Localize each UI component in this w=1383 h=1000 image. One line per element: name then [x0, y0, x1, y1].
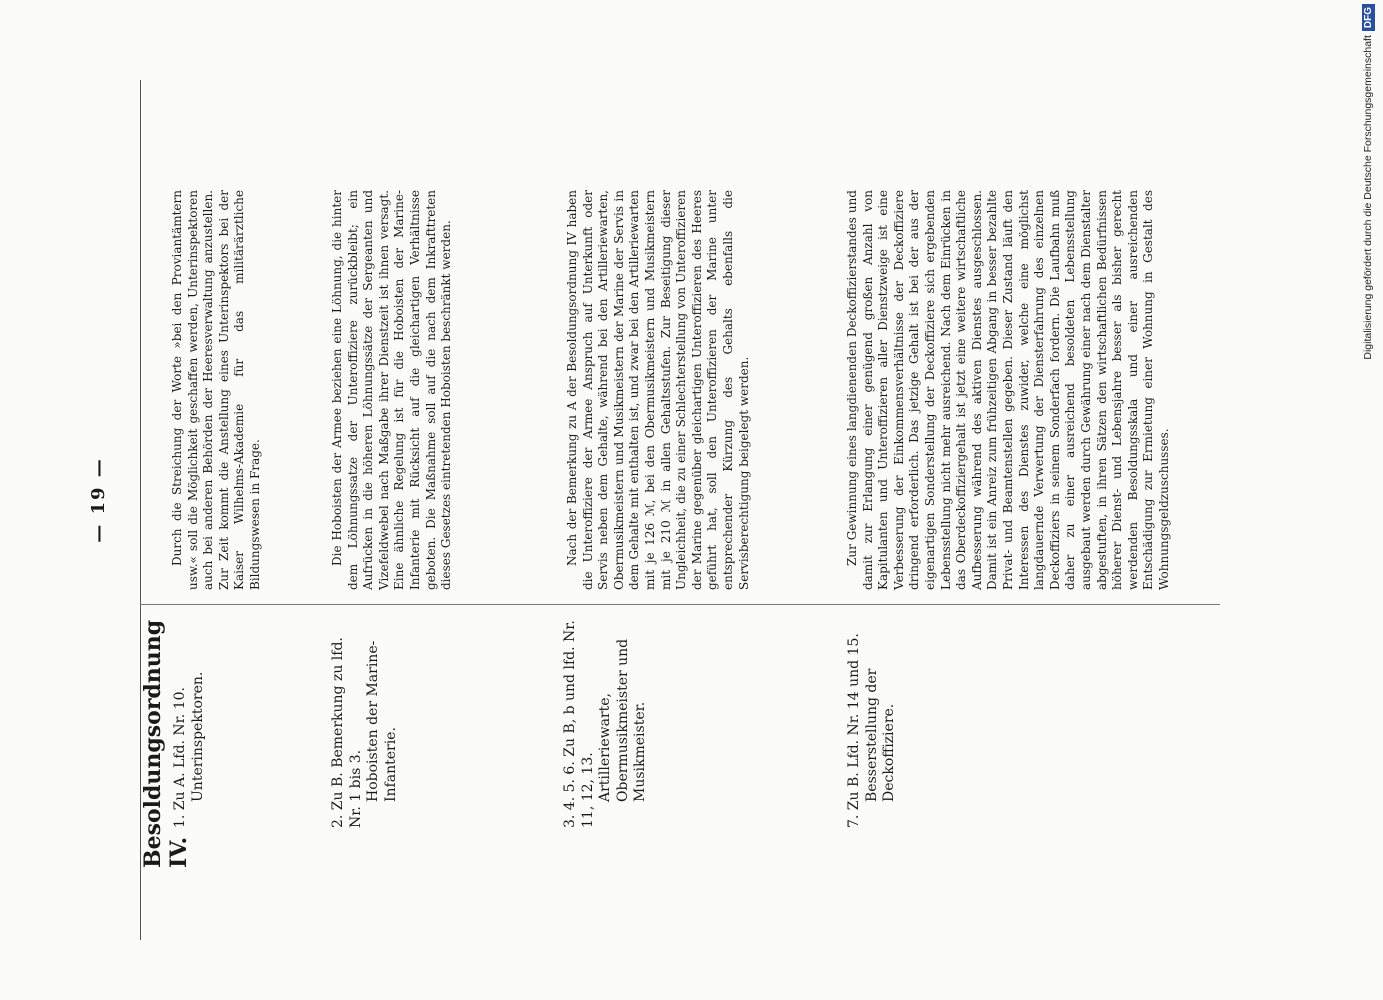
- entry-ref-text: 7. Zu B. Lfd. Nr. 14 und 15.: [846, 633, 862, 828]
- entry-subject: Artilleriewarte, Obermusikmeister und Musikmeister.: [597, 638, 648, 802]
- entry-ref-text: 1. Zu A. Lfd. Nr. 10.: [172, 687, 188, 828]
- entry-ref-4: [846, 613, 899, 828]
- entry-ref-1: [172, 613, 207, 828]
- entry-text-2: Die Hoboisten der Armee beziehen eine Löhnung, die hinter dem Löhnungssatze der Unteroffiziere zurückbleibt; ein Aufrücken in die höheren Löhnungssätze der Sergeanten und Vizefeldwebel nach Maßgabe ihrer Dienstzeit ist ihnen versagt. Eine ähnliche Regelung ist für die Hoboisten der Marine-Infanterie mit Rücksicht auf die gleichartigen Verhältnisse geboten. Die Maßnahme soll auf die nach dem Inkrafttreten dieses Gesetzes eintretenden Hoboisten beschränkt werden.: [330, 190, 454, 590]
- column-divider: [140, 604, 1220, 605]
- digitization-credit: [1357, 4, 1379, 994]
- entry-ref-text: 2. Zu B. Bemerkung zu lfd. Nr. 1 bis 3.: [330, 637, 364, 828]
- entry-ref-2: [330, 613, 400, 828]
- entry-subject: Besserstellung der Deckoffiziere.: [863, 668, 897, 802]
- page-title: Besoldungsordnung IV.: [140, 619, 193, 868]
- entry-ref-text: 3. 4. 5. 6. Zu B, b und lfd. Nr. 11, 12, 13.: [562, 620, 596, 828]
- entry-text-1: Durch die Streichung der Worte »bei den Proviantämtern usw.« soll die Möglichkeit geschaffen werden, Unterinspektoren auch bei anderen Behörden der Heeresverwaltung anzustellen. Zur Zeit kommt die Anstellung eines Unterinspektors bei der Kaiser Wilhelms-Akademie für das militärärztliche Bildungswesen in Frage.: [170, 190, 262, 590]
- dfg-logo: DFG: [1362, 4, 1375, 31]
- credit-text: Digitalisierung gefördert durch die Deutsche Forschungsgemeinschaft: [1362, 35, 1374, 360]
- page-number: — 19 —: [88, 457, 109, 543]
- entry-text-3: Nach der Bemerkung zu A der Besoldungsordnung IV haben die Unteroffiziere der Armee Anspruch auf Unterkunft oder Servis neben dem Gehalte, während bei den Artilleriewarten, Obermusikmeistern und Musikmeistern der Marine der Servis in dem Gehalte mit enthalten ist, und zwar bei den Artilleriewarten mit je 126 ℳ, bei den Obermusikmeistern und Musikmeistern mit je 210 ℳ in allen Gehaltsstufen. Zur Beseitigung dieser Ungleichheit, die zu einer Schlechterstellung von Unteroffizieren der Marine gegenüber gleichartigen Unteroffizieren des Heeres geführt hat, soll den Unteroffizieren der Marine unter entsprechender Kürzung des Gehalts ebenfalls die Servisberechtigung beigelegt werden.: [565, 190, 751, 590]
- entry-subject: Hoboisten der Marine-Infanterie.: [365, 640, 399, 802]
- entry-text-4: Zur Gewinnung eines langdienenden Deckoffizierstandes und damit zur Erlangung einer genügend großen Anzahl von Kapitulanten und Unteroffizieren aller Dienstzweige ist eine Verbesserung der Einkommensverhältnisse der Deckoffiziere dringend erforderlich. Das jetzige Gehalt ist bei der aus der eigenartigen Sonderstellung der Deckoffiziere sich ergebenden Lebensstellung nicht mehr ausreichend. Nach dem Einrücken in das Oberdeckoffiziergehalt ist jetzt eine weitere wirtschaftliche Aufbesserung während des aktiven Dienstes ausgeschlossen. Damit ist ein Anreiz zum frühzeitigen Abgang in besser bezahlte Privat- und Beamtenstellen gegeben. Dieser Zustand läuft den Interessen des Dienstes zuwider, welche eine möglichst langdauernde Verwertung der Diensterfahrung des einzelnen Deckoffiziers in seinem Sonderfach fordern. Die Laufbahn muß daher zu einer ausreichend besoldeten Lebensstellung ausgebaut werden durch Gewährung einer nach dem Dienstalter abgestuften, in ihren Sätzen den wirtschaftlichen Bedürfnissen höherer Dienst- und Lebensjahre besser als bisher gerecht werdenden Besoldungsskala und einer ausreichenden Entschädigung zur Ermietung einer Wohnung in Gestalt des Wohnungsgeldzuschusses.: [845, 190, 1171, 590]
- entry-ref-3: [562, 613, 650, 828]
- entry-subject: Unterinspektoren.: [189, 671, 206, 802]
